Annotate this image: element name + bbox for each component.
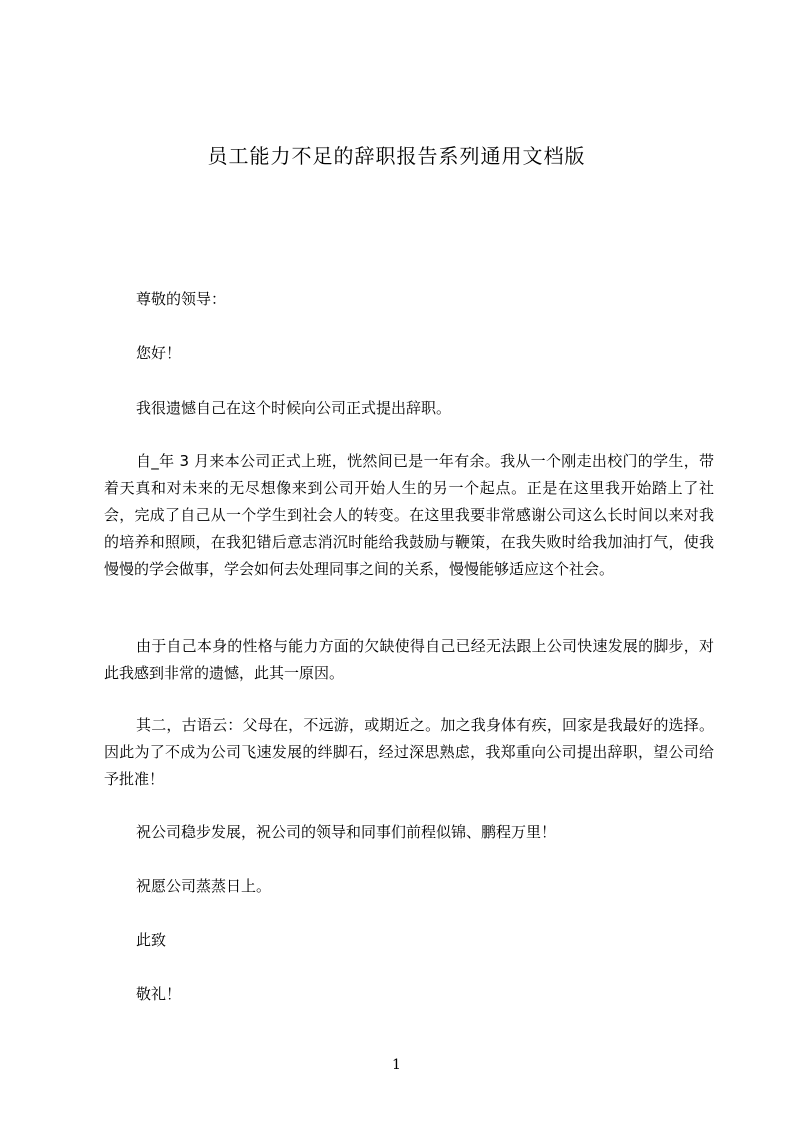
greeting-paragraph: 尊敬的领导： xyxy=(136,290,227,308)
body-paragraph-3: 其二，古语云：父母在，不远游，或期近之。加之我身体有疾，回家是我最好的选择。因此为了不成为公司飞速发展的绊脚石，经过深思熟虑，我郑重向公司提出辞职，望公司给予批准！ xyxy=(104,716,714,788)
wish-paragraph-1: 祝公司稳步发展，祝公司的领导和同事们前程似锦、鹏程万里！ xyxy=(136,823,557,841)
closing-paragraph-1: 此致 xyxy=(136,931,167,949)
body-paragraph-2: 由于自己本身的性格与能力方面的欠缺使得自己已经无法跟上公司快速发展的脚步，对此我感到非常的遗憾，此其一原因。 xyxy=(104,637,714,682)
body-paragraph-1: 自_年 3 月来本公司正式上班，恍然间已是一年有余。我从一个刚走出校门的学生，带着天真和对未来的无尽想像来到公司开始人生的另一个起点。正是在这里我开始踏上了社会，完成了自己从一个学生到社会人的转变。在这里我要非常感谢公司这么长时间以来对我的培养和照顾，在我犯错后意志消沉时能给我鼓励与鞭策，在我失败时给我加油打气，使我慢慢的学会做事，学会如何去处理同事之间的关系，慢慢能够适应这个社会。 xyxy=(104,452,714,578)
closing-paragraph-2: 敬礼！ xyxy=(136,985,182,1003)
hello-paragraph: 您好！ xyxy=(136,344,182,362)
intro-paragraph: 我很遗憾自己在这个时候向公司正式提出辞职。 xyxy=(136,399,452,417)
wish-paragraph-2: 祝愿公司蒸蒸日上。 xyxy=(136,877,272,895)
document-title: 员工能力不足的辞职报告系列通用文档版 xyxy=(207,144,586,168)
page-number: 1 xyxy=(392,1057,401,1073)
